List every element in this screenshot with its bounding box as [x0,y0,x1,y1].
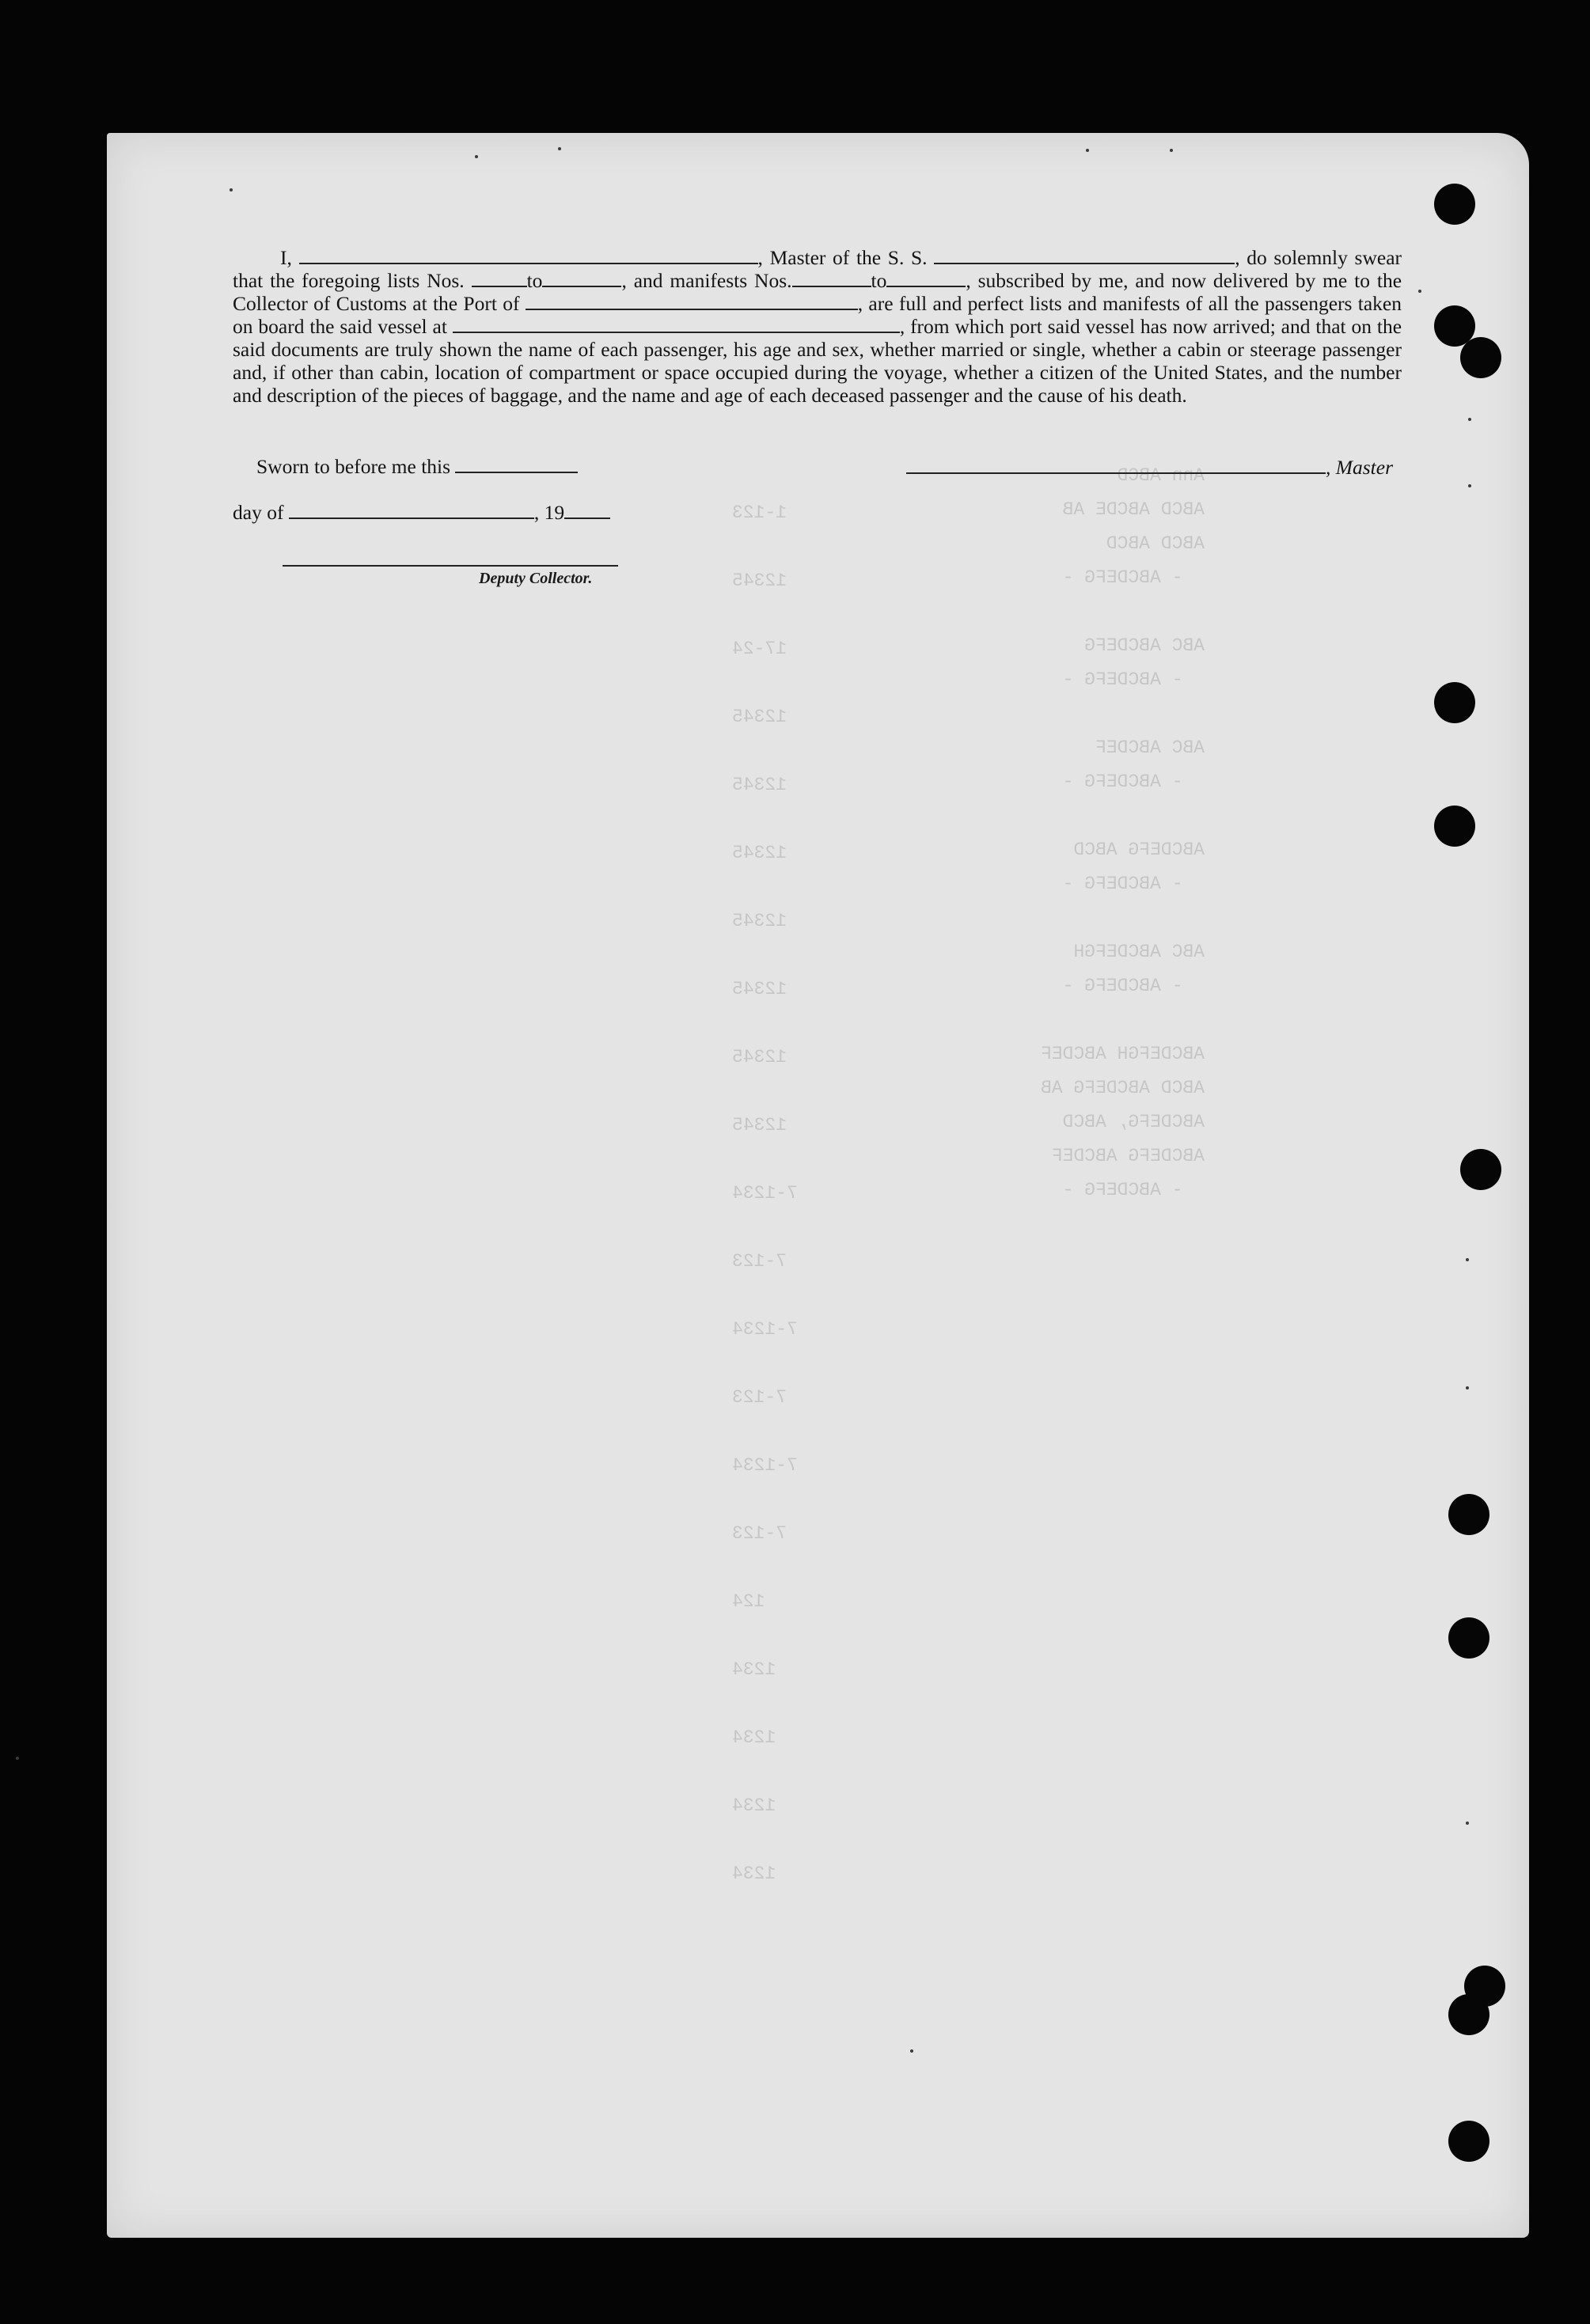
binder-hole [1448,2121,1489,2162]
master-name-blank[interactable] [299,247,758,264]
declaration-text: , are full and perfect lists and manifests of all the passengers taken on board the said vessel at [233,292,1402,338]
ship-name-blank[interactable] [934,247,1235,264]
master-label: , Master [1326,456,1393,479]
speck [230,188,233,191]
declaration-text: I, [280,246,292,269]
speck [1170,149,1173,152]
declaration-text: , Master of the S. S. [757,246,928,269]
sworn-day-blank[interactable] [455,456,578,473]
manifest-page [107,133,1529,2238]
oath-block [233,454,578,524]
binder-hole [1448,1494,1489,1535]
binder-hole [1434,682,1475,723]
speck [1466,1822,1469,1825]
speck [1468,484,1471,487]
binder-hole [1434,184,1475,225]
master-signature [906,456,1393,480]
declaration-text: to [871,269,887,292]
binder-hole [1448,1617,1489,1659]
list-from-blank[interactable] [472,270,527,287]
speck [1418,290,1421,293]
speck [1466,1386,1469,1389]
declaration-text: , subscribed by me, and now delivered by me to the Collector of Customs at the Port of [233,269,1402,315]
manifest-to-blank[interactable] [886,270,966,287]
declaration-text: , from which port said vessel has now arrived; and that on the said documents are truly shown the name of each passenger, his age and sex, whether married or single, whether a cabin or steerage passenger and, if other than cabin, location of compartment or space occupied during the voyage, whether a citizen of the United States, and the number and description of the pieces of baggage, and the name and age of each deceased passenger and the cause of his death. [233,315,1402,407]
master-declaration [233,246,1402,407]
sworn-label: Sworn to before me this [256,455,451,478]
manifest-from-blank[interactable] [792,270,871,287]
declaration-text: , do solemnly swear that the foregoing lists Nos. [233,246,1402,292]
day-of-label: day of [233,501,284,524]
speck [1086,149,1089,152]
year-blank[interactable] [564,502,610,519]
month-blank[interactable] [289,502,534,519]
departure-port-blank[interactable] [453,316,900,333]
speck [558,147,561,150]
master-signature-line[interactable] [906,457,1326,474]
speck [1468,418,1471,421]
declaration-text: , and manifests Nos. [621,269,792,292]
declaration-text: to [526,269,543,292]
list-to-blank[interactable] [542,270,621,287]
bleed-through-column-left: 1-123 12345 17-24 12345 12345 12345 12345 12345 12345 12345 7-1234 7-123 7-1234 7-123 7-1234 7-123 124 1234 1234 1234 1234 [732,502,798,1884]
speck [910,2049,913,2053]
speck [475,155,478,158]
binder-hole [1448,1994,1489,2035]
binder-hole [1434,806,1475,847]
binder-hole [1460,1149,1501,1190]
speck [16,1757,19,1760]
port-blank[interactable] [526,293,858,310]
year-prefix: , 19 [533,501,565,524]
bleed-through-column-right: Ann ABCD ABCD ABCDE AB ABCD ABCD - ABCDEFG - ABC ABCDEFG - ABCDEFG - ABC ABCDEF - ABCDEFG - ABCDEFG ABCD - ABCDEFG - ABC ABCDEFGH - ABCDEFG - ABCDEFGH ABCDEF ABCD ABCDEFG AB ABCDEFG, ABCD ABCDEFG ABCDEF - ABCDEFG - [1041,465,1205,1200]
collector-signature-line[interactable] [283,565,618,567]
binder-hole [1460,337,1501,378]
collector-label: Deputy Collector. [479,570,593,587]
speck [1466,1258,1469,1261]
